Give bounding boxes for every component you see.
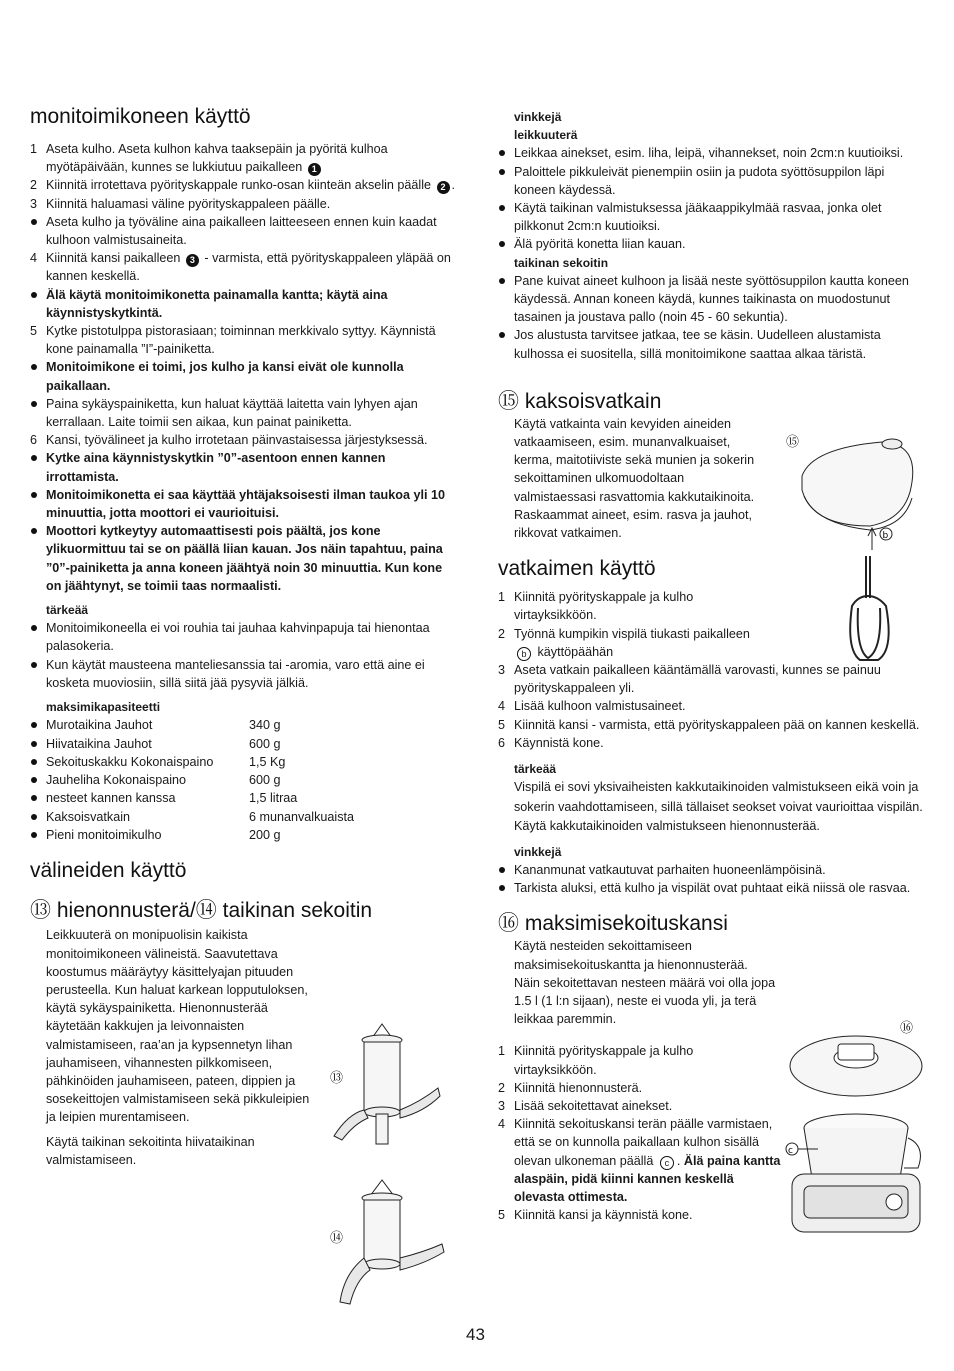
list-item: Monitoimikone ei toimi, jos kulho ja kansi eivät ole kunnolla paikallaan.: [46, 360, 404, 393]
list-item: 3 Lisää sekoitettavat ainekset.: [498, 1099, 673, 1114]
left-column: [30, 104, 458, 1169]
list-item: 3 Aseta vatkain paikalleen kääntämällä varovasti, kunnes se painuu pyörityskappaleen yli.: [498, 663, 881, 696]
list-item: 4 Kiinnitä kansi paikalleen 3 - varmista, että pyörityskappaleen yläpää on kannen keskellä.: [30, 251, 451, 284]
table-row: nesteet kannen kanssa 1,5 litraa: [30, 789, 354, 807]
blade-text: Leikkuuterä on monipuolisin kaikista monitoimikoneen välineistä. Saavutettava koostumus määräytyy käsittelyajan pituuden perusteella. Kun haluat karkean lopputuloksen, käytä sykäyspainiketta. Hienonnusterää käytetään kakkujen ja leivonnaisten valmistamiseen, raa’an ja kypsennetyn lihan jauhamiseen, vihannesten pilkkomiseen, pähkinöiden jauhamiseen, pateen, dippien ja sosekeittojen valmistamiseen sekä pikkuleipien ja leipien murentamiseen.: [46, 928, 310, 1125]
fig16-c-label: c: [788, 1146, 793, 1156]
list-item: 2 Työnnä kumpikin vispilä tiukasti paikalleen b käyttöpäähän: [498, 626, 750, 659]
list-item: Älä käytä monitoimikonetta painamalla kantta; käytä aina käynnistyskytkintä.: [46, 287, 388, 320]
capacity-table: [30, 716, 354, 844]
table-row: Jauheliha Kokonaispaino 600 g: [30, 771, 354, 789]
ref-marker: 2: [437, 181, 450, 194]
fig15-b-label: b: [882, 531, 889, 541]
list-item: Jos alustusta tarvitsee jatkaa, tee se käsin. Uudelleen alustamista kulhossa ei suositella, sillä monitoimikone saattaa alkaa täristä.: [514, 328, 881, 361]
table-row: Pieni monitoimikulho 200 g: [30, 826, 354, 844]
table-row: Sekoituskakku Kokonaispaino 1,5 Kg: [30, 753, 354, 771]
list-item: 2 Kiinnitä irrotettava pyörityskappale runko-osan kiinteän akselin päälle 2 .: [30, 178, 456, 193]
fig14-label: ⑭: [330, 1231, 344, 1246]
whisk-figure: [782, 430, 932, 666]
list-item: 3 Kiinnitä haluamasi väline pyörityskappaleen päälle.: [30, 196, 331, 211]
list-item: 4 Kiinnitä sekoituskansi terän päälle varmistaen, että se on kunnolla paikallaan kulhon sisällä olevan ulkoneman päällä c . Älä paina kantta alaspäin, pidä kiinni kannen keskellä olevasta ottimesta.: [498, 1117, 781, 1205]
list-item: Leikkaa ainekset, esim. liha, leipä, vihannekset, noin 2cm:n kuutioiksi.: [514, 146, 904, 161]
list-item: Moottori kytkeytyy automaattisesti pois päältä, jos kone ylikuormittuu tai se on päällä liian kauan. Jos näin tapahtuu, paina ”0”-painiketta ja anna koneen jäähtyä noin 30 minuuttia. Kun kone on jäähtynyt, se toimii taas normaalisti.: [46, 524, 443, 593]
blade-figure: [320, 1018, 450, 1166]
heading-whisk: ⑮ kaksoisvatkain: [498, 389, 662, 413]
capacity-title: maksimikapasiteetti: [46, 700, 161, 715]
cutter-tips: [498, 144, 926, 253]
usage-steps: [30, 140, 458, 595]
list-item: 1 Kiinnitä pyörityskappale ja kulho virtayksikköön.: [498, 1044, 694, 1077]
list-item: Pane kuivat aineet kulhoon ja lisää neste syöttösuppilon kautta koneen käydessä. Annan koneen käydä, kunnes taikinasta on muodostunut tasainen ja joustava pallo (noin 45 - 60 sekuntia).: [514, 273, 909, 325]
whisk-tips-title: vinkkejä: [514, 844, 562, 859]
list-item: Paloittele pikkuleivät pienempiin osiin ja pudota syöttösuppilon läpi koneen käydessä.: [514, 164, 885, 197]
list-item: 5 Kiinnitä kansi - varmista, että pyörityskappaleen pää on kannen keskellä.: [498, 717, 920, 732]
ref-marker: 1: [308, 163, 321, 176]
heading-mix: ⑯ maksimisekoituskansi: [498, 912, 728, 936]
heading-tools: välineiden käyttö: [30, 859, 187, 883]
list-item: 1 Aseta kulho. Aseta kulhon kahva taaksepäin ja pyöritä kulhoa myötäpäivään, kunnes se lukkiutuu paikalleen 1: [30, 142, 388, 175]
whisk-text: Käytä vatkainta vain kevyiden aineiden vatkaamiseen, esim. munanvalkuaiset, kerma, maitotiiviste sekä munien ja sokerin sekoittaminen ulkomuodoltaan valmistaessasi rasvattomia kakkutaikinoita. Raskaammat aineet, esim. rasva ja jauhot, rikkovat vatkaimen.: [514, 416, 755, 541]
list-item: 6 Käynnistä kone.: [498, 735, 604, 750]
list-item: Paina sykäyspainiketta, kun haluat käyttää laitetta vain lyhyen ajan kerrallaan. Laite toimii sen aikaa, kun painat painiketta.: [46, 396, 418, 430]
list-item: Monitoimikoneella ei voi rouhia tai jauhaa kahvinpapuja tai hienontaa palasokeria.: [46, 621, 430, 654]
list-item: 5 Kytke pistotulppa pistorasiaan; toiminnan merkkivalo syttyy. Käynnistä kone painamalla ”I”-painiketta.: [30, 324, 436, 357]
mix-text: Käytä nesteiden sekoittamiseen maksimisekoituskantta ja hienonnusterää. Näin sekoitettavan nesteen määrä voi olla jopa 1.5 l (1 l:n sijaan), neste ei vuoda yli, ja terä leikkaa paremmin.: [514, 939, 776, 1027]
list-item: Kun käytät mausteena manteliesanssia tai -aromia, varo että aine ei kosketa muoviosiin, sillä siitä jää pysyviä jälkiä.: [46, 657, 425, 690]
whisk-tips: [498, 861, 926, 897]
dough-text: Käytä taikinan sekoitinta hiivataikinan valmistamiseen.: [46, 1134, 255, 1167]
table-row: Hiivataikina Jauhot 600 g: [30, 735, 354, 753]
table-row: Murotaikina Jauhot 340 g: [30, 716, 354, 734]
cutter-title: leikkuuterä: [514, 128, 578, 143]
list-item: 5 Kiinnitä kansi ja käynnistä kone.: [498, 1208, 693, 1223]
ref-marker: 3: [186, 254, 199, 267]
list-item: Tarkista aluksi, että kulho ja vispilät ovat puhtaat eikä niissä ole rasvaa.: [514, 881, 911, 896]
dough-tool-figure: [320, 1178, 450, 1318]
list-item: Kananmunat vatkautuvat parhaiten huoneenlämpöisinä.: [514, 863, 826, 877]
fig13-label: ⑬: [330, 1071, 344, 1086]
list-item: 6 Kansi, työvälineet ja kulho irrotetaan päinvastaisessa järjestyksessä.: [30, 433, 428, 448]
heading-whisk-use: vatkaimen käyttö: [498, 557, 656, 581]
dough-title: taikinan sekoitin: [514, 255, 609, 270]
list-item: Aseta kulho ja työväline aina paikalleen laitteeseen ennen kuin kaadat kulhoon valmistusaineita.: [46, 214, 437, 248]
list-item: Käytä taikinan valmistuksessa jääkaappikylmää rasvaa, jonka olet pilkkonut 2cm:n kuutioiksi.: [514, 201, 882, 234]
fig15-label: ⑮: [786, 435, 800, 450]
fig16-label: ⑯: [900, 1021, 914, 1036]
whisk-important-title: tärkeää: [514, 762, 557, 777]
heading-blade: ⑬ hienonnusterä/⑭ taikinan sekoitin: [30, 899, 373, 923]
list-item: 4 Lisää kulhoon valmistusaineet.: [498, 699, 686, 714]
important-list: [30, 619, 458, 692]
heading-usage: monitoimikoneen käyttö: [30, 105, 251, 128]
page-number: 43: [466, 1325, 485, 1344]
dough-tips: [498, 272, 926, 363]
list-item: 2 Kiinnitä hienonnusterä.: [498, 1080, 643, 1095]
important-title: tärkeää: [46, 603, 89, 618]
whisk-important-text: Vispilä ei sovi yksivaiheisten kakkutaikinoiden valmistukseen eikä voin ja sokerin vaahdottamiseen, sillä tällaiset seokset voivat vaurioittaa vispilän. Käytä kakkutaikinoiden valmistukseen hienonnusterää.: [514, 780, 923, 834]
blend-lid-figure: [778, 1018, 928, 1240]
list-item: 1 Kiinnitä pyörityskappale ja kulho virtayksikköön.: [498, 590, 694, 623]
table-row: Kaksoisvatkain 6 munanvalkuaista: [30, 808, 354, 826]
tips-title: vinkkejä: [514, 110, 562, 124]
ref-marker: c: [660, 1156, 674, 1170]
list-item: Älä pyöritä konetta liian kauan.: [514, 237, 686, 252]
ref-marker: b: [517, 647, 531, 661]
list-item: Kytke aina käynnistyskytkin ”0”-asentoon ennen kannen irrottamista.: [46, 451, 386, 484]
list-item: Monitoimikonetta ei saa käyttää yhtäjaksoisesti ilman taukoa yli 10 minuuttia, jotta moottori ei vaurioituisi.: [46, 487, 445, 521]
